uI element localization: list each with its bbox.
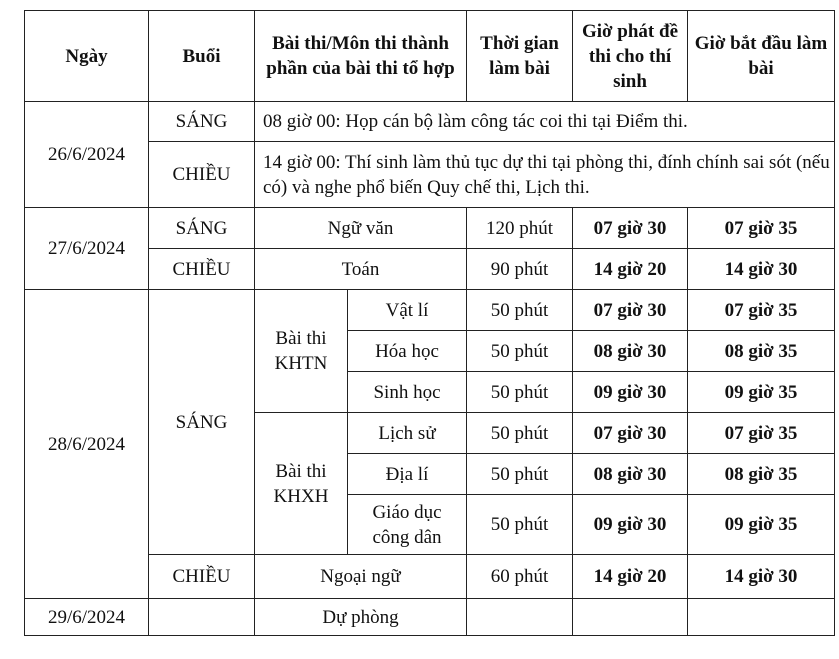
start-time-cell: 08 giờ 35	[688, 331, 835, 372]
issue-time-cell: 08 giờ 30	[573, 454, 688, 495]
start-time-cell: 14 giờ 30	[688, 555, 835, 599]
note-cell: 08 giờ 00: Họp cán bộ làm công tác coi thi tại Điểm thi.	[255, 102, 835, 142]
date-cell: 26/6/2024	[25, 102, 149, 208]
start-time-cell: 08 giờ 35	[688, 454, 835, 495]
issue-time-cell: 07 giờ 30	[573, 290, 688, 331]
session-cell: SÁNG	[149, 290, 255, 555]
start-time-cell: 07 giờ 35	[688, 290, 835, 331]
duration-cell: 50 phút	[467, 331, 573, 372]
issue-time-cell: 07 giờ 30	[573, 413, 688, 454]
session-cell	[149, 599, 255, 636]
issue-time-cell: 07 giờ 30	[573, 208, 688, 249]
issue-time-cell: 09 giờ 30	[573, 372, 688, 413]
table-row	[25, 102, 835, 142]
duration-cell: 60 phút	[467, 555, 573, 599]
subject-cell: Giáo dục công dân	[348, 495, 467, 555]
session-cell: SÁNG	[149, 102, 255, 142]
table-row	[25, 208, 835, 249]
note-cell: 14 giờ 00: Thí sinh làm thủ tục dự thi tại phòng thi, đính chính sai sót (nếu có) và nghe phổ biến Quy chế thi, Lịch thi.	[255, 142, 835, 208]
subject-cell: Ngữ văn	[255, 208, 467, 249]
duration-cell	[467, 599, 573, 636]
subject-cell: Hóa học	[348, 331, 467, 372]
exam-group-cell: Bài thi KHTN	[255, 290, 348, 413]
issue-time-cell	[573, 599, 688, 636]
duration-cell: 90 phút	[467, 249, 573, 290]
session-cell: SÁNG	[149, 208, 255, 249]
duration-cell: 50 phút	[467, 290, 573, 331]
start-time-cell: 07 giờ 35	[688, 208, 835, 249]
session-cell: CHIỀU	[149, 249, 255, 290]
duration-cell: 50 phút	[467, 413, 573, 454]
header-gio-bat-dau: Giờ bắt đầu làm bài	[688, 11, 835, 102]
exam-group-cell: Bài thi KHXH	[255, 413, 348, 555]
header-thoi-gian: Thời gian làm bài	[467, 11, 573, 102]
header-row	[25, 11, 835, 102]
subject-cell: Lịch sử	[348, 413, 467, 454]
duration-cell: 50 phút	[467, 454, 573, 495]
header-bai-thi: Bài thi/Môn thi thành phần của bài thi tổ hợp	[255, 11, 467, 102]
issue-time-cell: 08 giờ 30	[573, 331, 688, 372]
start-time-cell: 09 giờ 35	[688, 372, 835, 413]
start-time-cell: 09 giờ 35	[688, 495, 835, 555]
subject-cell: Ngoại ngữ	[255, 555, 467, 599]
session-cell: CHIỀU	[149, 555, 255, 599]
date-cell: 28/6/2024	[25, 290, 149, 599]
subject-cell: Sinh học	[348, 372, 467, 413]
duration-cell: 50 phút	[467, 372, 573, 413]
subject-cell: Vật lí	[348, 290, 467, 331]
duration-cell: 120 phút	[467, 208, 573, 249]
start-time-cell	[688, 599, 835, 636]
header-buoi: Buổi	[149, 11, 255, 102]
start-time-cell: 07 giờ 35	[688, 413, 835, 454]
subject-cell: Địa lí	[348, 454, 467, 495]
exam-schedule-table	[24, 10, 835, 636]
start-time-cell: 14 giờ 30	[688, 249, 835, 290]
issue-time-cell: 09 giờ 30	[573, 495, 688, 555]
session-cell: CHIỀU	[149, 142, 255, 208]
date-cell: 27/6/2024	[25, 208, 149, 290]
table-row	[25, 599, 835, 636]
duration-cell: 50 phút	[467, 495, 573, 555]
header-gio-phat: Giờ phát đề thi cho thí sinh	[573, 11, 688, 102]
header-ngay: Ngày	[25, 11, 149, 102]
table-row	[25, 290, 835, 331]
issue-time-cell: 14 giờ 20	[573, 555, 688, 599]
subject-cell: Dự phòng	[255, 599, 467, 636]
date-cell: 29/6/2024	[25, 599, 149, 636]
issue-time-cell: 14 giờ 20	[573, 249, 688, 290]
subject-cell: Toán	[255, 249, 467, 290]
